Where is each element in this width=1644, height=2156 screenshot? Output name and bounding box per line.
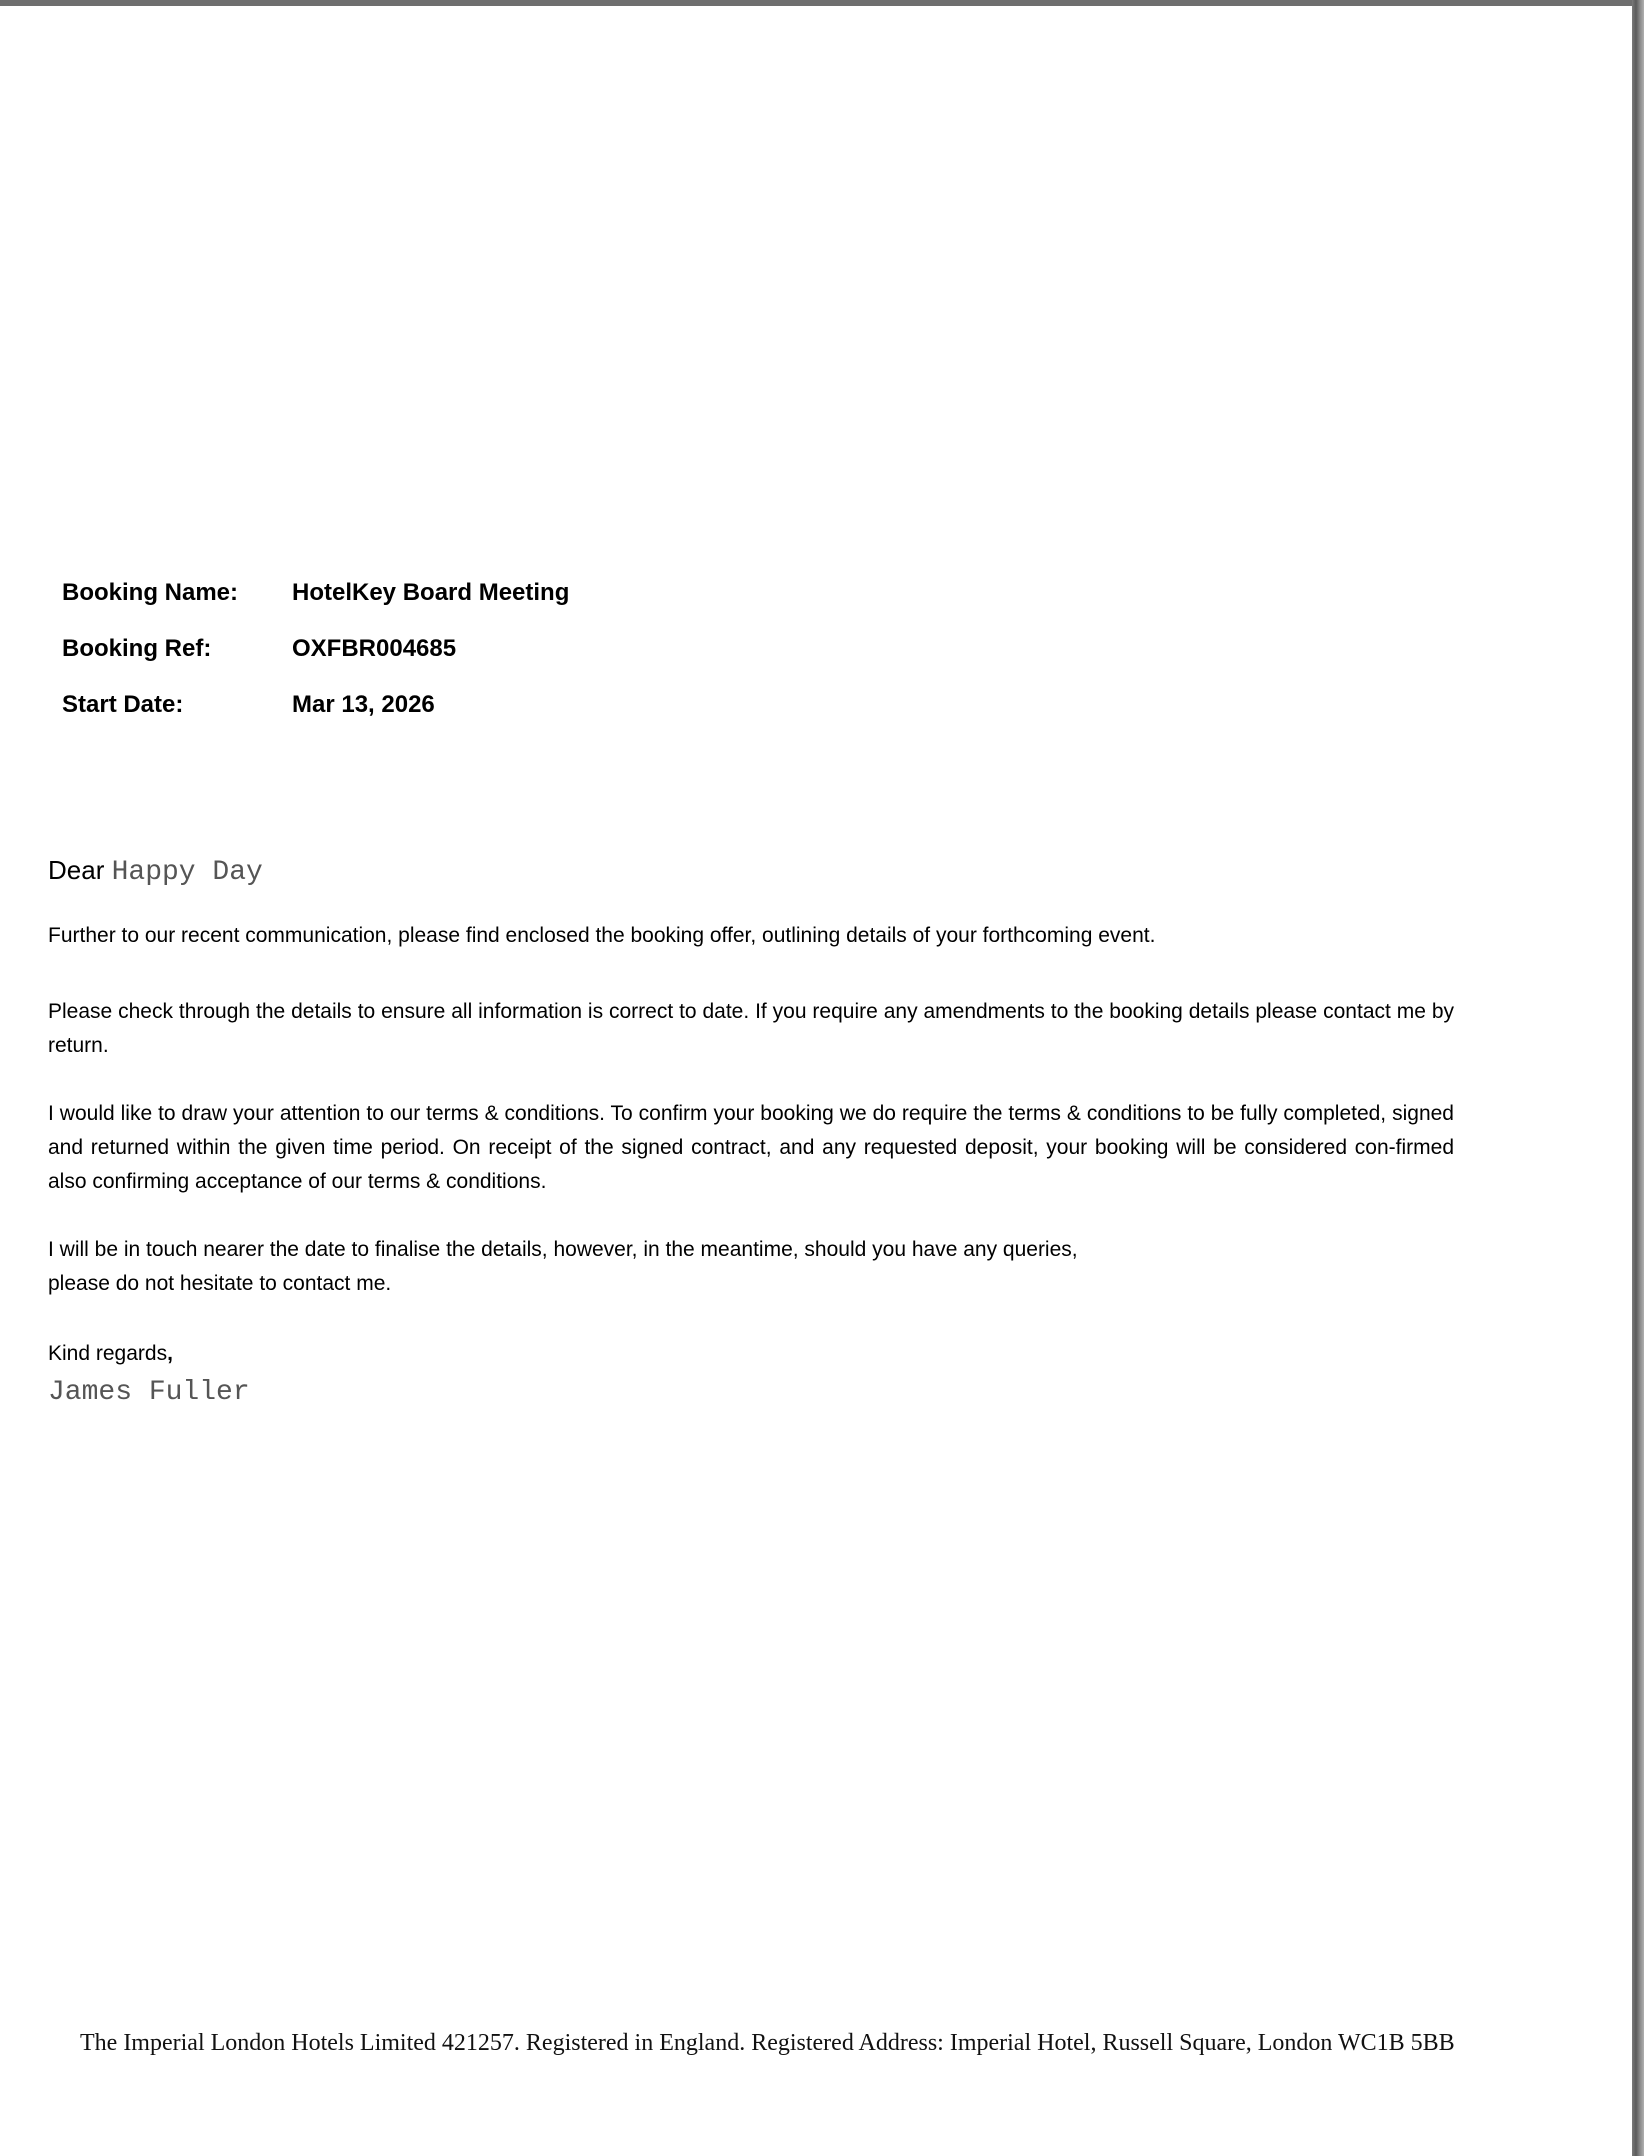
- page-edge-shadow: [1632, 0, 1644, 2156]
- booking-ref-row: [62, 629, 569, 685]
- paragraph-terms: I would like to draw your attention to our terms & conditions. To confirm your booking we do require the terms & conditions to be fully completed, signed and returned within the given time period. On receipt of the signed contract, and any requested deposit, your booking will be considered con-firmed also confirming acceptance of our terms & conditions.: [48, 1102, 1454, 1193]
- greeting-word: Dear: [48, 855, 105, 885]
- booking-details: [62, 573, 569, 741]
- footer-registration: The Imperial London Hotels Limited 421257. Registered in England. Registered Address: Imperial Hotel, Russell Square, London WC1B 5BB: [80, 2030, 1455, 2056]
- booking-name-row: [62, 573, 569, 629]
- booking-ref-label: Booking Ref:: [62, 635, 212, 662]
- booking-name-value: HotelKey Board Meeting: [292, 579, 570, 606]
- start-date-row: [62, 685, 569, 741]
- letter-body: [48, 846, 1454, 1413]
- booking-ref-value: OXFBR004685: [292, 635, 457, 662]
- signature-name: James Fuller: [48, 1377, 250, 1408]
- recipient-name: Happy Day: [111, 857, 263, 888]
- paragraph-intro: Further to our recent communication, please find enclosed the booking offer, outlining details of your forthcoming event.: [48, 924, 1156, 947]
- start-date-value: Mar 13, 2026: [292, 691, 435, 718]
- paragraph-contact: [48, 1233, 1454, 1301]
- greeting: [48, 846, 1454, 897]
- paragraph-contact-line-2: please do not hesitate to contact me.: [48, 1272, 392, 1295]
- closing: [48, 1337, 1454, 1371]
- closing-text: Kind regards: [48, 1342, 168, 1365]
- paragraph-contact-line-1: I will be in touch nearer the date to finalise the details, however, in the meantime, should you have any queries,: [48, 1238, 1078, 1261]
- booking-name-label: Booking Name:: [62, 579, 239, 606]
- closing-comma: ,: [167, 1342, 173, 1365]
- start-date-label: Start Date:: [62, 691, 184, 718]
- paragraph-check-details: Please check through the details to ensure all information is correct to date. If you require any amendments to the booking details please contact me by return.: [48, 1000, 1454, 1057]
